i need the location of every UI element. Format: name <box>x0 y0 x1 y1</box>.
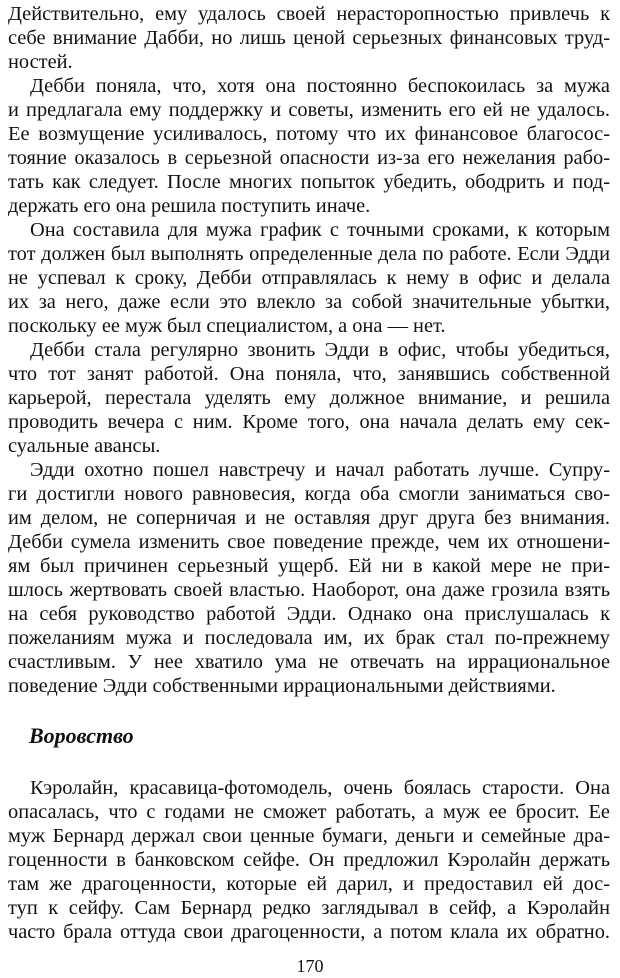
text-line: поскольку ее муж был специалистом, а она — нет. <box>8 315 446 337</box>
text-line: шлось жертвовать своей властью. Наоборот, она даже грозила взять <box>8 579 610 601</box>
section-heading: Воровство <box>29 723 134 748</box>
text-line: пожеланиям мужа и последовала им, их брак стал по-прежнему <box>8 627 610 649</box>
text-line: Дебби сумела изменить свое поведение прежде, чем их отношени- <box>8 531 610 553</box>
text-line: карьерой, перестала уделять ему должное внимание, и решила <box>8 387 610 409</box>
text-line: счастливым. У нее хватило ума не отвечать на иррациональное <box>8 651 610 673</box>
text-line: держать его она решила поступить иначе. <box>8 195 371 217</box>
text-line: ги достигли нового равновесия, когда оба смогли заниматься сво- <box>8 483 610 505</box>
text-line: там же драгоценности, которые ей дарил, и предоставил ей дос- <box>8 873 610 895</box>
text-line: Эдди охотно пошел навстречу и начал работать лучше. Супру- <box>30 459 610 481</box>
text-line: не успевал к сроку, Дебби отправлялась к нему в офис и делала <box>8 267 610 289</box>
text-line: опасалась, что с годами не сможет работать, а муж ее бросит. Ее <box>8 801 610 823</box>
text-line: на себя руководство работой Эдди. Однако она прислушалась к <box>8 603 610 625</box>
text-line: ностей. <box>8 51 73 73</box>
text-line: часто брала оттуда свои драгоценности, а потом клала их обратно. <box>8 921 610 943</box>
text-line: проводить вечера с ним. Кроме того, она начала делать ему сек- <box>8 411 610 433</box>
text-line: Ее возмущение усиливалось, потому что их финансовое благосос- <box>8 123 610 145</box>
text-line: тать как следует. После многих попыток убедить, ободрить и под- <box>8 171 610 193</box>
page-number: 170 <box>296 956 324 976</box>
text-line: им делом, не соперничая и не оставляя друг друга без внимания. <box>8 507 610 529</box>
text-line: туп к сейфу. Сам Бернард редко заглядывал в сейф, а Кэролайн <box>8 897 610 919</box>
text-line: гоценности в банковском сейфе. Он предложил Кэролайн держать <box>8 849 610 871</box>
text-line: ям был причинен серьезный ущерб. Ей ни в какой мере не при- <box>8 555 610 577</box>
text-line: что тот занят работой. Она поняла, что, занявшись собственной <box>8 363 610 385</box>
text-line: Она составила для мужа график с точными сроками, к которым <box>30 219 610 241</box>
text-line: Дебби стала регулярно звонить Эдди в офис, чтобы убедиться, <box>30 339 610 361</box>
text-line: и предлагала ему поддержку и советы, изменить его ей не удалось. <box>8 99 610 121</box>
text-line: тояние оказалось в серьезной опасности из-за его нежелания рабо- <box>8 147 610 169</box>
text-line: их за него, даже если это влекло за собой значительные убытки, <box>8 291 610 313</box>
text-line: суальные авансы. <box>8 435 161 457</box>
text-line: себе внимание Дабби, но лишь ценой серьезных финансовых труд- <box>8 27 610 49</box>
text-line: тот должен был выполнять определенные дела по работе. Если Эдди <box>8 243 610 265</box>
text-line: Дебби поняла, что, хотя она постоянно беспокоилась за мужа <box>30 75 610 97</box>
text-line: Действительно, ему удалось своей нерасторопностью привлечь к <box>8 3 610 25</box>
text-line: поведение Эдди собственными иррациональными действиями. <box>8 675 556 697</box>
text-line: муж Бернард держал свои ценные бумаги, деньги и семейные дра- <box>8 825 610 847</box>
text-line: Кэролайн, красавица-фотомодель, очень боялась старости. Она <box>30 777 610 799</box>
